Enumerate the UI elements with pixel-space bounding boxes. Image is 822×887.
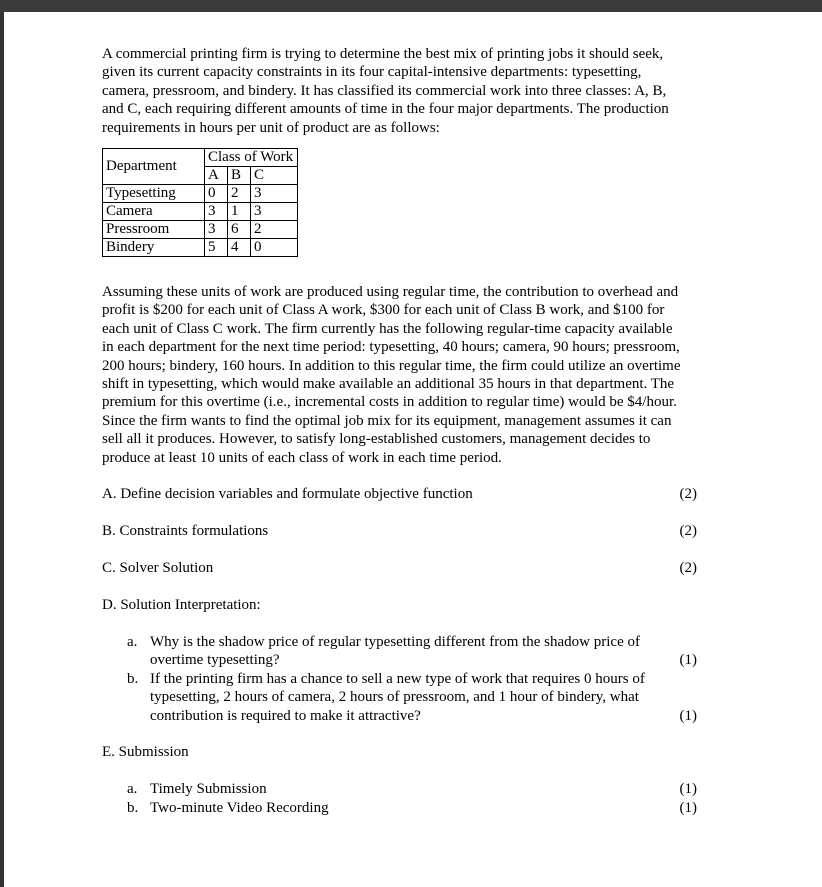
intro-paragraph — [102, 45, 742, 137]
table-row — [103, 239, 298, 257]
item-label: b. — [127, 671, 139, 687]
text-line: typesetting, 2 hours of camera, 2 hours of pressroom, and 1 hour of bindery, what — [150, 689, 639, 706]
table-row — [103, 221, 298, 239]
text-line: profit is $200 for each unit of Class A work, $300 for each unit of Class B work, and $100 for — [102, 302, 665, 319]
cell: 4 — [228, 239, 251, 257]
cell: 3 — [205, 203, 228, 221]
points: (2) — [679, 560, 697, 576]
cell: Camera — [103, 203, 205, 221]
item-text: Timely Submission — [150, 781, 267, 797]
cell: 1 — [228, 203, 251, 221]
text-line: overtime typesetting? — [150, 652, 280, 669]
cell: 2 — [228, 185, 251, 203]
text-line: requirements in hours per unit of product are as follows: — [102, 119, 440, 136]
text-line: given its current capacity constraints in its four capital-intensive departments: typesetting, — [102, 64, 642, 81]
viewer-left-edge — [0, 12, 4, 887]
text-line: premium for this overtime (i.e., incremental costs in addition to regular time) would be $4/hour. — [102, 394, 677, 411]
cell: 3 — [205, 221, 228, 239]
question-c — [102, 559, 697, 578]
text-line: shift in typesetting, which would make available an additional 35 hours in that department. The — [102, 375, 675, 392]
header-class-a: A — [205, 167, 228, 185]
table-row — [103, 203, 298, 221]
cell: 5 — [205, 239, 228, 257]
question-text: C. Solver Solution — [102, 560, 214, 576]
text-line: 200 hours; bindery, 160 hours. In addition to this regular time, the firm could utilize an overtime — [102, 357, 681, 374]
points: (2) — [679, 523, 697, 539]
points: (2) — [679, 486, 697, 502]
points: (1) — [679, 781, 697, 797]
text-line: sell all it produces. However, to satisfy long-established customers, management decides to — [102, 431, 651, 448]
text-line: and C, each requiring different amounts of time in the four major departments. The production — [102, 101, 669, 118]
table-row — [103, 185, 298, 203]
question-a — [102, 485, 697, 504]
question-d — [102, 596, 697, 615]
text-line: each unit of Class C work. The firm currently has the following regular-time capacity available — [102, 320, 673, 337]
text-line: camera, pressroom, and bindery. It has classified its commercial work into three classes: A, B, — [102, 82, 667, 99]
points: (1) — [679, 652, 697, 669]
question-text: A. Define decision variables and formulate objective function — [102, 486, 473, 502]
requirements-table — [102, 148, 298, 257]
section-title: E. Submission — [102, 744, 189, 760]
cell: 3 — [251, 203, 298, 221]
text-line: Assuming these units of work are produced using regular time, the contribution to overhead and — [102, 284, 679, 300]
text-line: in each department for the next time period: typesetting, 40 hours; camera, 90 hours; pressroom, — [102, 339, 680, 356]
cell: 3 — [251, 185, 298, 203]
cell: 0 — [251, 239, 298, 257]
header-class-c: C — [251, 167, 298, 185]
question-b — [102, 522, 697, 541]
item-text: Two-minute Video Recording — [150, 800, 329, 816]
header-class-of-work: Class of Work — [205, 149, 298, 167]
cell: 2 — [251, 221, 298, 239]
header-class-b: B — [228, 167, 251, 185]
cell: Typesetting — [103, 185, 205, 203]
cell: Bindery — [103, 239, 205, 257]
question-text: B. Constraints formulations — [102, 523, 269, 539]
text-line: A commercial printing firm is trying to determine the best mix of printing jobs it should seek, — [102, 46, 664, 62]
cell: 6 — [228, 221, 251, 239]
text-line: Why is the shadow price of regular typesetting different from the shadow price of — [150, 634, 640, 650]
header-department: Department — [103, 149, 205, 185]
text-line: Since the firm wants to find the optimal job mix for its equipment, management assumes it can — [102, 412, 672, 429]
question-text: D. Solution Interpretation: — [102, 597, 261, 613]
viewer-toolbar — [0, 0, 822, 12]
text-line: produce at least 10 units of each class of work in each time period. — [102, 449, 502, 466]
text-line: If the printing firm has a chance to sell a new type of work that requires 0 hours of — [150, 671, 645, 687]
cell: Pressroom — [103, 221, 205, 239]
cell: 0 — [205, 185, 228, 203]
points: (1) — [679, 800, 697, 816]
text-line: contribution is required to make it attractive? — [150, 707, 421, 724]
body-paragraph — [102, 283, 742, 467]
section-e-title — [102, 743, 697, 762]
item-label: a. — [127, 634, 138, 650]
item-label: b. — [127, 800, 139, 816]
points: (1) — [679, 707, 697, 724]
item-label: a. — [127, 781, 138, 797]
